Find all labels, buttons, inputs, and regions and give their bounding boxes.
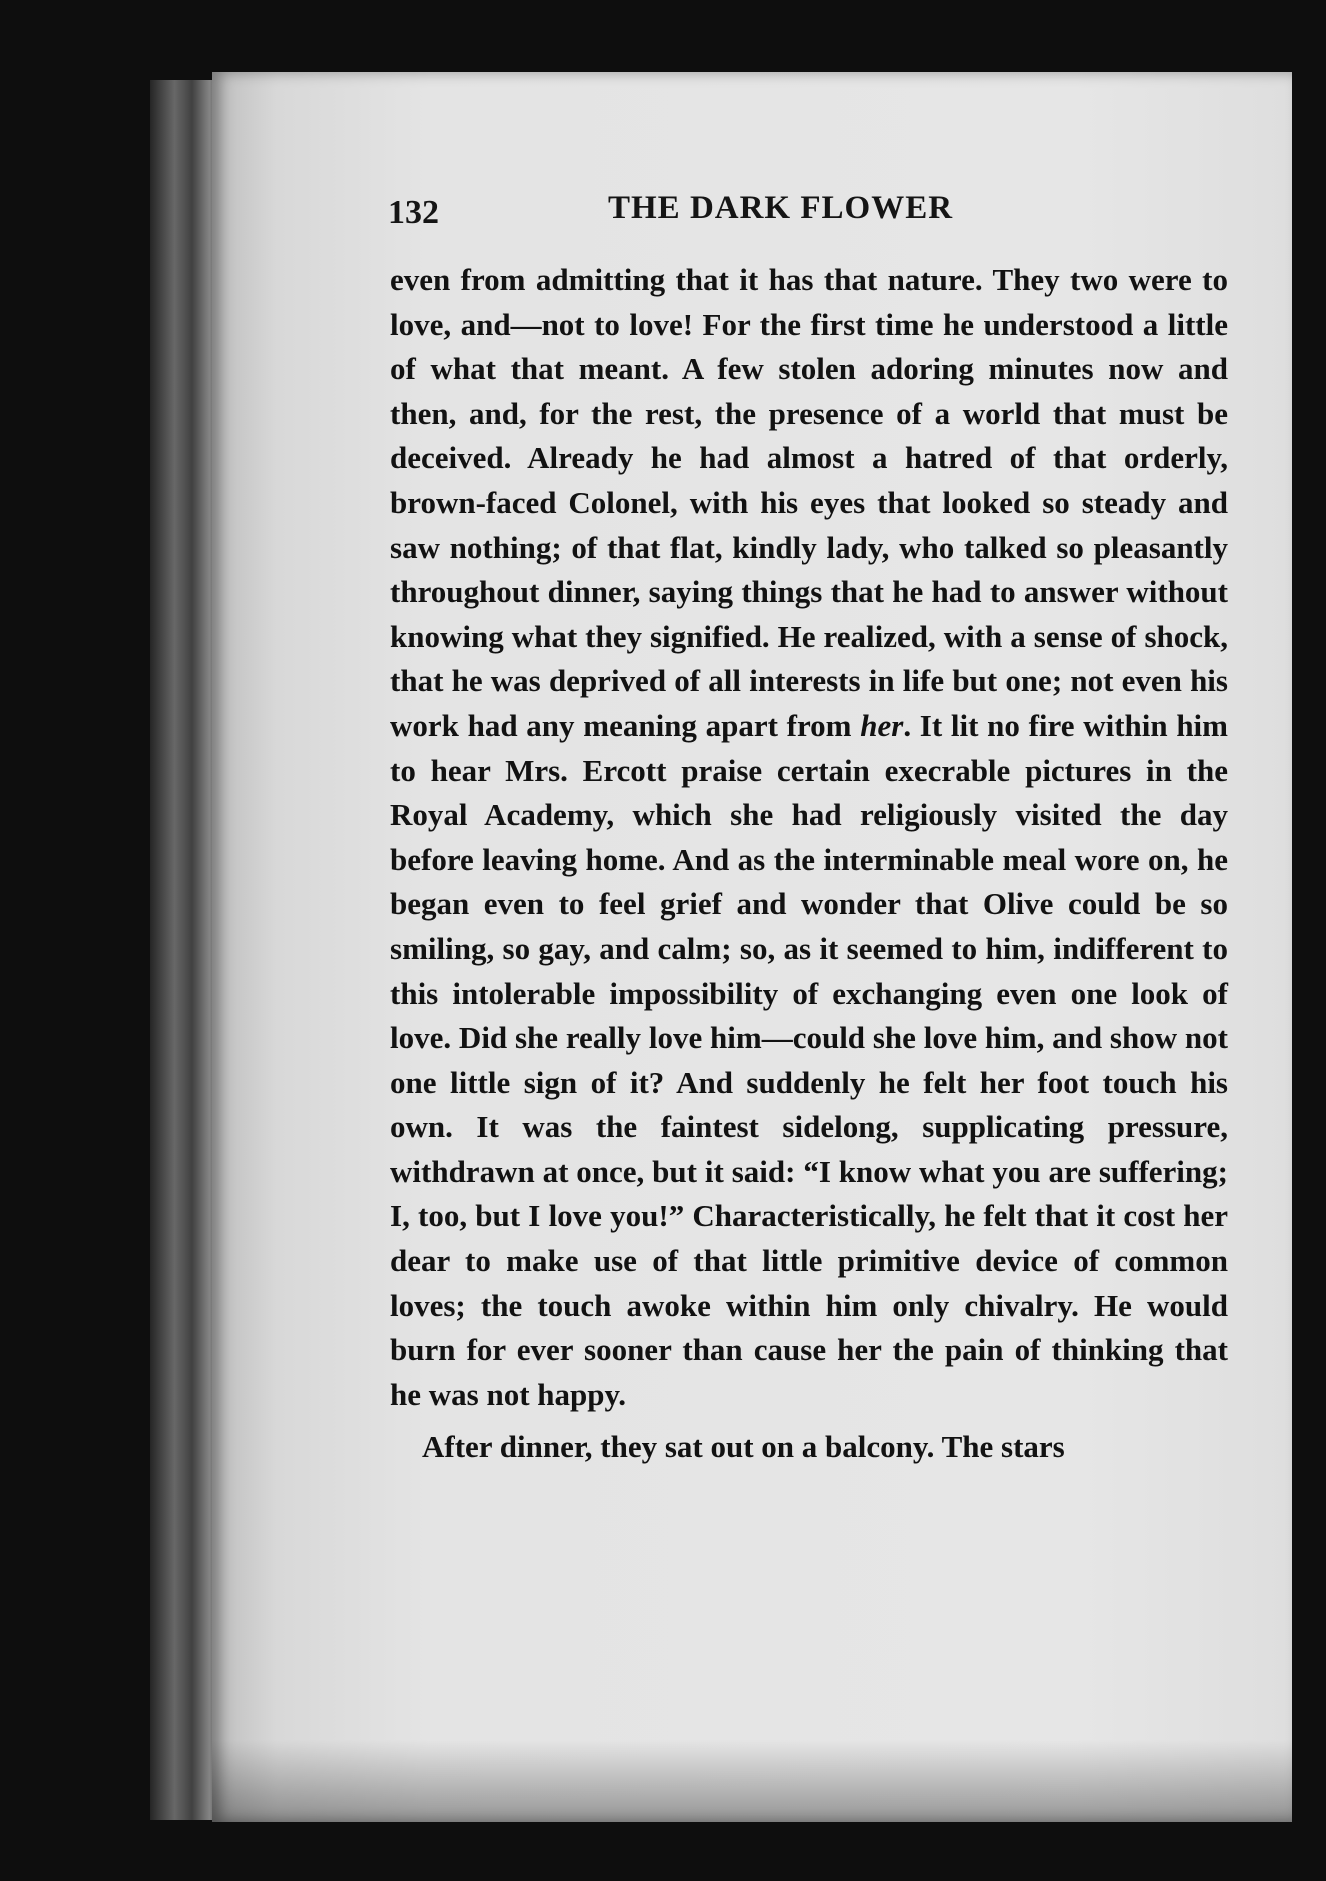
paragraph-2: After dinner, they sat out on a balcony. The stars bbox=[422, 1429, 1065, 1465]
page-header bbox=[388, 190, 1236, 240]
italic-her: her bbox=[860, 707, 904, 743]
running-title: THE DARK FLOWER bbox=[608, 190, 954, 226]
paragraph-1-part-1: even from admitting that it has that nature. They two were to love, and—not to love! For the first time he understood a little of what that meant. A few stolen adoring minutes now and then, and, for the rest, the presence of a world that must be deceived. Already he had almost a hatred of that orderly, brown-faced Colonel, with his eyes that looked so steady and saw nothing; of that flat, kindly lady, who talked so pleasantly throughout dinner, saying things that he had to answer without knowing what they signified. He realized, with a sense of shock, that he was deprived of all interests in life but one; not even his work had any meaning apart from bbox=[390, 262, 1228, 743]
body-text bbox=[390, 258, 1228, 1470]
page-bottom-shadow bbox=[212, 1740, 1292, 1822]
page-number: 132 bbox=[388, 194, 439, 231]
book-spine-edge bbox=[150, 80, 220, 1820]
paragraph-1-part-2: . It lit no fire within him to hear Mrs. Ercott praise certain execrable pictures in the Royal Academy, which she had religiously visited the day before leaving home. And as the interminable meal wore on, he began even to feel grief and wonder that Olive could be so smiling, so gay, and calm; so, as it seemed to him, indifferent to this intolerable impossibility of exchanging even one look of love. Did she really love him—could she love him, and show not one little sign of it? And suddenly he felt her foot touch his own. It was the faintest sidelong, supplicating pressure, withdrawn at once, but it said: “I know what you are suffering; I, too, but I love you!” Characteristically, he felt that it cost her dear to make use of that little primitive device of common loves; the touch awoke within him only chivalry. He would burn for ever sooner than cause her the pain of thinking that he was not happy. bbox=[390, 707, 1228, 1412]
paragraph-1 bbox=[390, 258, 1228, 1417]
